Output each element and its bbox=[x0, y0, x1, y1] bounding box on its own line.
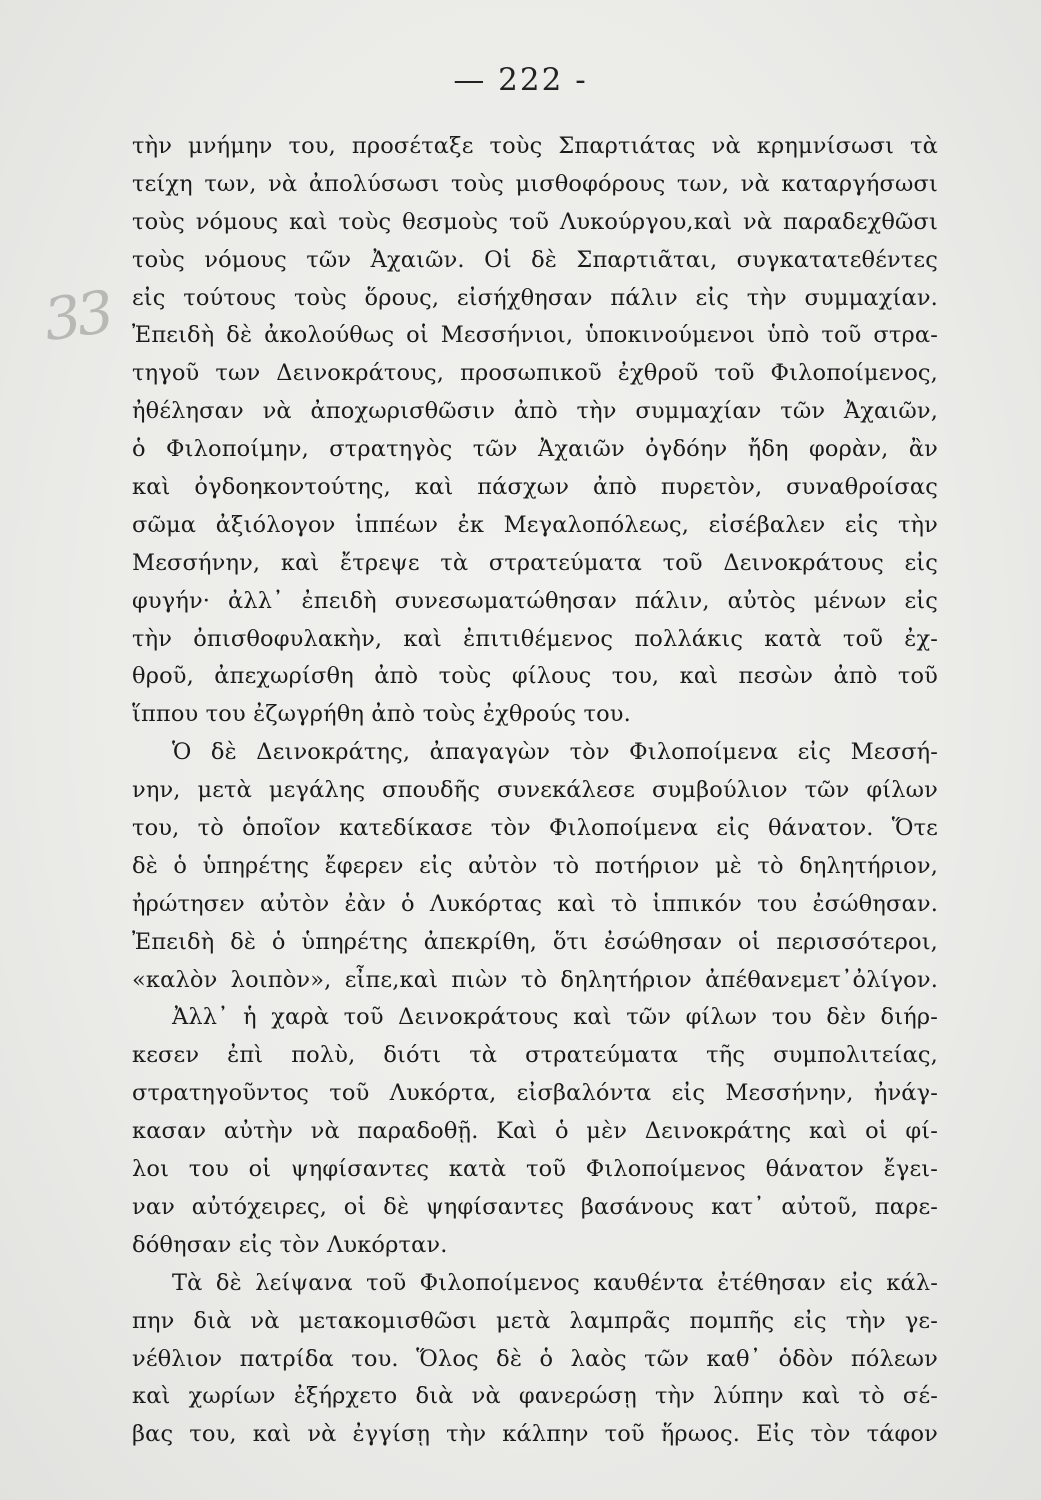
margin-handwritten-note: 33 bbox=[39, 277, 115, 355]
text-line: ὁ Φιλοποίμην, στρατηγὸς τῶν Ἀχαιῶν ὀγδόην ἤδη φορὰν, ἂν bbox=[132, 436, 938, 463]
text-line: σῶμα ἀξιόλογον ἱππέων ἐκ Μεγαλοπόλεως, εἰσέβαλεν εἰς τὴν bbox=[132, 511, 938, 538]
text-line: Ἐπειδὴ δὲ ὁ ὑπηρέτης ἀπεκρίθη, ὅτι ἐσώθησαν οἱ περισσότεροι, bbox=[132, 928, 938, 955]
text-line: Ἀλλ᾽ ἡ χαρὰ τοῦ Δεινοκράτους καὶ τῶν φίλων του δὲν διήρ- bbox=[172, 1004, 938, 1031]
text-line: του, τὸ ὁποῖον κατεδίκασε τὸν Φιλοποίμενα εἰς θάνατον. Ὅτε bbox=[132, 815, 938, 842]
text-line: δὲ ὁ ὑπηρέτης ἔφερεν εἰς αὐτὸν τὸ ποτήριον μὲ τὸ δηλητήριον, bbox=[132, 852, 938, 879]
text-line: τείχη των, νὰ ἀπολύσωσι τοὺς μισθοφόρους των, νὰ καταργήσωσι bbox=[132, 170, 938, 197]
text-line: Ἐπειδὴ δὲ ἀκολούθως οἱ Μεσσήνιοι, ὑποκινούμενοι ὑπὸ τοῦ στρα- bbox=[132, 322, 938, 349]
text-line: φυγήν· ἀλλ᾽ ἐπειδὴ συνεσωματώθησαν πάλιν, αὐτὸς μένων εἰς bbox=[132, 587, 938, 614]
text-line: στρατηγοῦντος τοῦ Λυκόρτα, εἰσβαλόντα εἰς Μεσσήνην, ἠνάγ- bbox=[132, 1080, 938, 1107]
text-line: ἵππου του ἐζωγρήθη ἀπὸ τοὺς ἐχθρούς του. bbox=[132, 701, 631, 728]
text-line: νέθλιον πατρίδα του. Ὅλος δὲ ὁ λαὸς τῶν καθ᾽ ὁδὸν πόλεων bbox=[132, 1345, 938, 1372]
text-line: Τὰ δὲ λείψανα τοῦ Φιλοποίμενος καυθέντα ἐτέθησαν εἰς κάλ- bbox=[172, 1269, 938, 1296]
text-line: τηγοῦ των Δεινοκράτους, προσωπικοῦ ἐχθροῦ τοῦ Φιλοποίμενος, bbox=[132, 360, 938, 387]
text-line: καὶ χωρίων ἐξήρχετο διὰ νὰ φανερώσῃ τὴν λύπην καὶ τὸ σέ- bbox=[132, 1383, 938, 1410]
text-line: κεσεν ἐπὶ πολὺ, διότι τὰ στρατεύματα τῆς συμπολιτείας, bbox=[132, 1042, 938, 1069]
text-line: Μεσσήνην, καὶ ἔτρεψε τὰ στρατεύματα τοῦ Δεινοκράτους εἰς bbox=[132, 549, 938, 576]
text-line: «καλὸν λοιπὸν», εἶπε,καὶ πιὼν τὸ δηλητήριον ἀπέθανεμετ᾽ὀλίγον. bbox=[132, 966, 938, 993]
text-line: τοὺς νόμους τῶν Ἀχαιῶν. Οἱ δὲ Σπαρτιᾶται, συγκατατεθέντες bbox=[132, 246, 938, 273]
text-line: δόθησαν εἰς τὸν Λυκόρταν. bbox=[132, 1231, 448, 1258]
text-line: λοι του οἱ ψηφίσαντες κατὰ τοῦ Φιλοποίμενος θάνατον ἔγει- bbox=[132, 1156, 938, 1183]
text-line: νην, μετὰ μεγάλης σπουδῆς συνεκάλεσε συμβούλιον τῶν φίλων bbox=[132, 777, 938, 804]
text-line: ἠθέλησαν νὰ ἀποχωρισθῶσιν ἀπὸ τὴν συμμαχίαν τῶν Ἀχαιῶν, bbox=[132, 398, 938, 425]
text-line: βας του, καὶ νὰ ἐγγίσῃ τὴν κάλπην τοῦ ἥρωος. Εἰς τὸν τάφον bbox=[132, 1421, 938, 1448]
text-line: τὴν μνήμην του, προσέταξε τοὺς Σπαρτιάτας νὰ κρημνίσωσι τὰ bbox=[132, 133, 938, 159]
text-line: πην διὰ νὰ μετακομισθῶσι μετὰ λαμπρᾶς πομπῆς εἰς τὴν γε- bbox=[132, 1307, 938, 1334]
text-line: τὴν ὀπισθοφυλακὴν, καὶ ἐπιτιθέμενος πολλάκις κατὰ τοῦ ἐχ- bbox=[132, 625, 938, 652]
text-line: τοὺς νόμους καὶ τοὺς θεσμοὺς τοῦ Λυκούργου,καὶ νὰ παραδεχθῶσι bbox=[132, 208, 938, 235]
text-line: εἰς τούτους τοὺς ὅρους, εἰσήχθησαν πάλιν εἰς τὴν συμμαχίαν. bbox=[132, 284, 938, 311]
text-line: κασαν αὐτὴν νὰ παραδοθῇ. Καὶ ὁ μὲν Δεινοκράτης καὶ οἱ φί- bbox=[132, 1118, 938, 1145]
text-line: Ὁ δὲ Δεινοκράτης, ἀπαγαγὼν τὸν Φιλοποίμενα εἰς Μεσσή- bbox=[172, 739, 938, 766]
text-line: ἠρώτησεν αὐτὸν ἐὰν ὁ Λυκόρτας καὶ τὸ ἱππικόν του ἐσώθησαν. bbox=[132, 890, 938, 917]
text-line: καὶ ὀγδοηκοντούτης, καὶ πάσχων ἀπὸ πυρετὸν, συναθροίσας bbox=[132, 474, 938, 501]
page-number: — 222 - bbox=[453, 62, 588, 98]
text-line: ναν αὐτόχειρες, οἱ δὲ ψηφίσαντες βασάνους κατ᾽ αὐτοῦ, παρε- bbox=[132, 1193, 938, 1220]
body-text bbox=[132, 128, 938, 1454]
text-line: θροῦ, ἀπεχωρίσθη ἀπὸ τοὺς φίλους του, καὶ πεσὼν ἀπὸ τοῦ bbox=[132, 663, 938, 690]
